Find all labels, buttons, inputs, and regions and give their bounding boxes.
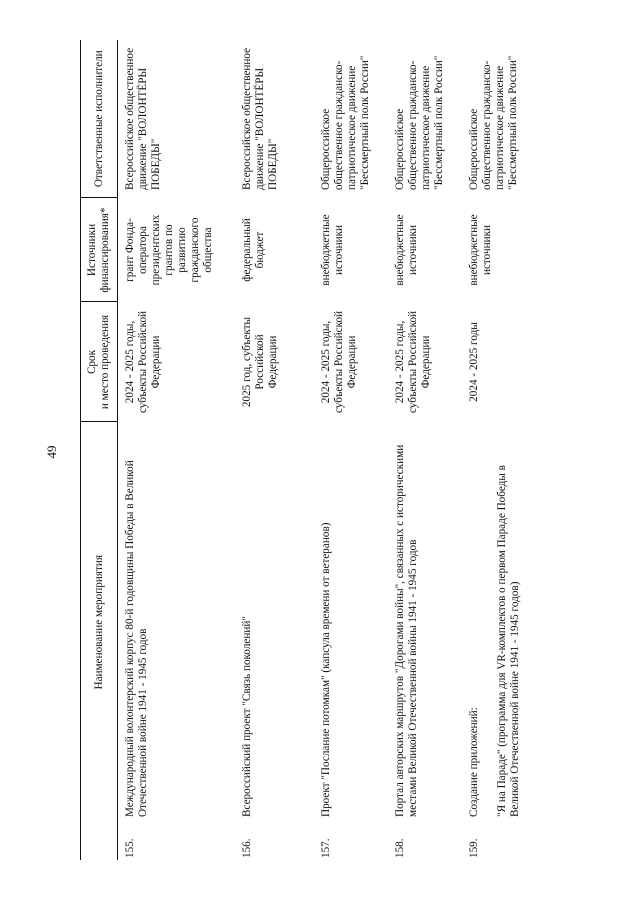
header-number xyxy=(81,822,118,860)
row-responsible: Всероссийское общественное движение "ВОЛОНТЁРЫ ПОБЕДЫ" xyxy=(124,47,162,190)
page-number xyxy=(40,436,64,468)
row-event-name-cell xyxy=(462,422,534,822)
row-funding-source: грант Фонда-оператора президентских грантов по развитию гражданского общества xyxy=(124,214,214,286)
row-responsible: Общероссийское общественное гражданско-патриотическое движение "Бессмертный полк России" xyxy=(394,55,445,190)
header-term xyxy=(81,302,118,422)
row-funding-source: внебюджетные источники xyxy=(468,214,493,286)
row-term: 2025 год, субъекты Российской Федерации xyxy=(241,316,279,408)
table-row xyxy=(235,40,314,860)
events-table xyxy=(80,40,534,860)
row-responsible: Общероссийское общественное гражданско-патриотическое движение "Бессмертный полк России" xyxy=(320,55,371,190)
row-responsible: Всероссийское общественное движение "ВОЛОНТЁРЫ ПОБЕДЫ" xyxy=(241,47,279,190)
row-event-subitem: "Я на Параде" (программа для VR-комплектов о первом Параде Победы в Великой Отечественной войне 1941 - 1945 годов) xyxy=(496,465,521,817)
header-source-line2: финансирования* xyxy=(99,207,111,293)
page-number-text: 49 xyxy=(44,445,59,459)
row-number: 155. xyxy=(124,838,136,858)
row-number: 157. xyxy=(320,838,332,858)
header-responsible: Ответственные исполнители xyxy=(81,40,118,198)
row-funding-source: федеральный бюджет xyxy=(241,218,266,282)
row-term: 2024 - 2025 годы xyxy=(468,322,480,402)
row-event-name: Портал авторских маршрутов "Дорогами войны", связанных с историческими местами Великой Отечественной войны 1941 - 1945 годов xyxy=(394,444,419,817)
table-row xyxy=(118,40,236,860)
row-event-name: Проект "Послание потомкам" (капсула времени от ветеранов) xyxy=(320,522,332,817)
header-term-line1: Срок xyxy=(86,349,98,375)
row-number: 156. xyxy=(241,838,253,858)
header-source xyxy=(81,198,118,302)
header-term-line2: и место проведения xyxy=(99,314,111,410)
row-event-name: Международный волонтерский корпус 80-й годовщины Победы в Великой Отечественной войне 1941 - 1945 годов xyxy=(124,460,149,817)
row-term: 2024 - 2025 годы, субъекты Российской Федерации xyxy=(394,310,432,414)
row-number: 159. xyxy=(468,838,480,858)
row-term: 2024 - 2025 годы, субъекты Российской Федерации xyxy=(124,310,162,414)
table-row xyxy=(314,40,388,860)
row-funding-source: внебюджетные источники xyxy=(394,214,419,286)
header-name: Наименование мероприятия xyxy=(81,422,118,822)
row-number: 158. xyxy=(394,838,406,858)
table-row xyxy=(462,40,534,860)
table-header xyxy=(81,40,118,860)
table-row xyxy=(388,40,462,860)
row-funding-source: внебюджетные источники xyxy=(320,214,345,286)
row-event-name: Всероссийский проект "Связь поколений" xyxy=(241,616,253,817)
row-term: 2024 - 2025 годы, субъекты Российской Федерации xyxy=(320,310,358,414)
rotated-table-container xyxy=(80,40,600,860)
row-event-name: Создание приложений: xyxy=(468,707,480,817)
row-responsible: Общероссийское общественное гражданско-патриотическое движение "Бессмертный полк России" xyxy=(468,55,519,190)
header-source-line1: Источники xyxy=(86,223,98,277)
